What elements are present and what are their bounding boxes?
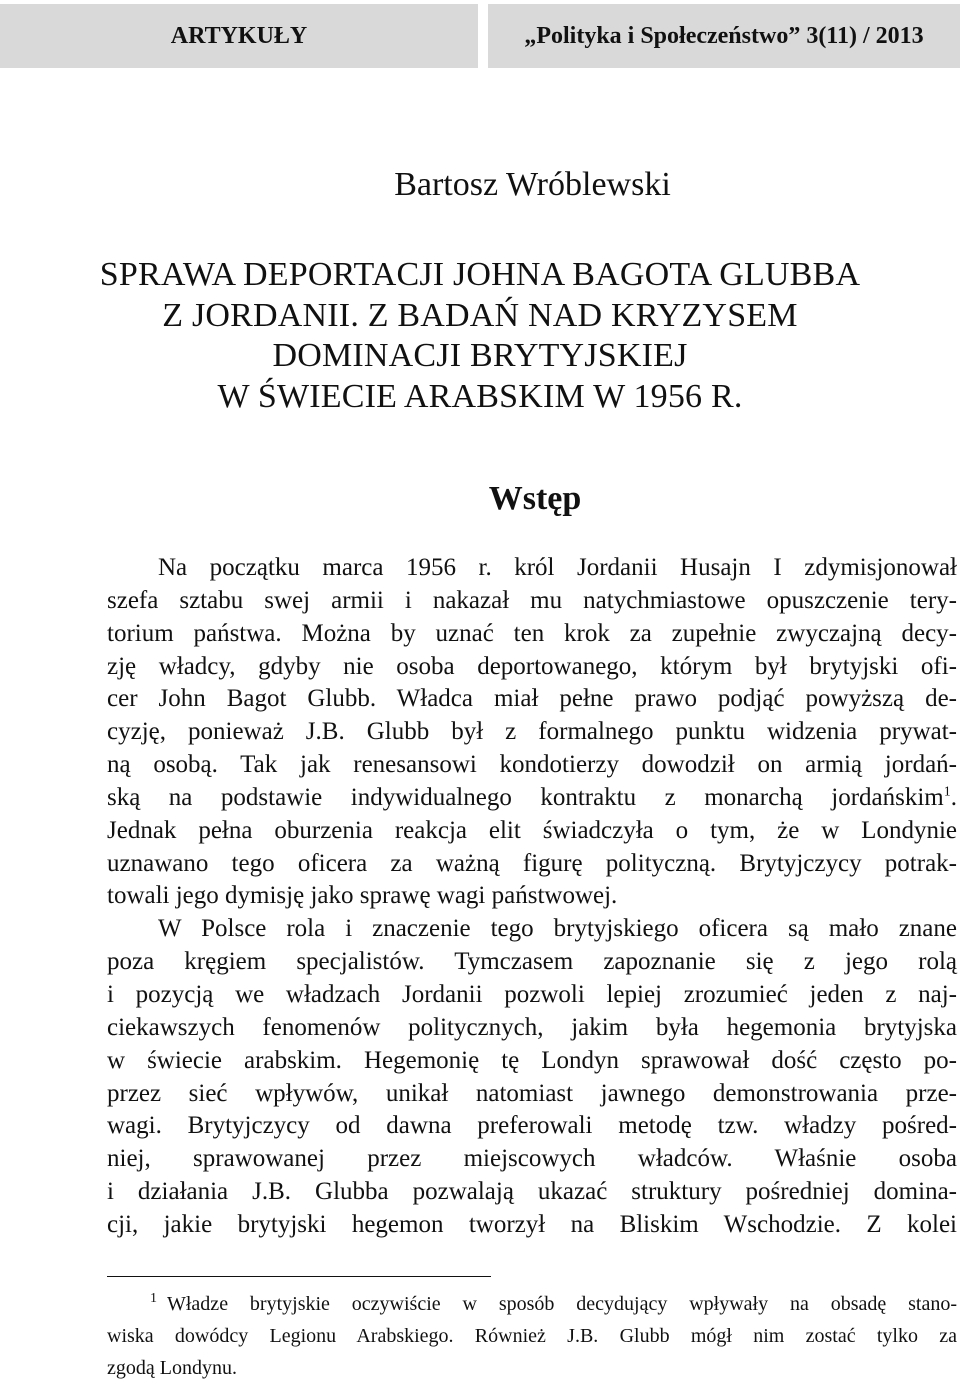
body-line	[107, 782, 957, 815]
body-line-text: ską na podstawie indywidualnego kontraktu z monarchą jordańskim	[107, 783, 944, 811]
header-section-label	[0, 4, 478, 68]
body-line: cji, jakie brytyjski hegemon tworzył na Bliskim Wschodzie. Z kolei	[107, 1210, 957, 1238]
body-line: w świecie arabskim. Hegemonię tę Londyn sprawował dość często po-	[107, 1046, 957, 1074]
footnote	[107, 1288, 957, 1384]
body-line: przez sieć wpływów, unikał natomiast jawnego demonstrowania prze-	[107, 1079, 957, 1107]
body-line: wagi. Brytyjczycy od dawna preferowali metodę tzw. władzy pośred-	[107, 1112, 957, 1140]
body-line: ną osobą. Tak jak renesansowi kondotierzy dowodził on armią jordań-	[107, 751, 957, 779]
body-line: W Polsce rola i znaczenie tego brytyjskiego oficera są mało znane	[158, 915, 957, 943]
footnote-separator	[107, 1276, 491, 1277]
body-line: cyzję, ponieważ J.B. Glubb był z formalnego punktu widzenia prywat-	[107, 718, 957, 746]
body-line: towali jego dymisję jako sprawę wagi państwowej.	[107, 882, 618, 910]
article-title	[0, 255, 960, 417]
body-line: i pozycją we władzach Jordanii pozwoli lepiej zrozumieć jeden z naj-	[107, 980, 957, 1008]
footnote-line: wiska dowódcy Legionu Arabskiego. Również J.B. Glubb mógł nim zostać tylko za	[107, 1325, 957, 1347]
body-line: niej, sprawowanej przez miejscowych władców. Właśnie osoba	[107, 1145, 957, 1173]
section-heading: Wstęp	[488, 480, 582, 517]
body-line: Na początku marca 1956 r. król Jordanii Husajn I zdymisjonował	[158, 554, 957, 581]
body-line: uznawano tego oficera za ważną figurę polityczną. Brytyjczycy potrak-	[107, 849, 957, 877]
footnote-line	[107, 1288, 957, 1320]
author-name: Bartosz Wróblewski	[394, 166, 671, 203]
footnote-text: Władze brytyjskie oczywiście w sposób decydujący wpływały na obsadę stano-	[167, 1293, 957, 1315]
body-line: ciekawszych fenomenów politycznych, jakim była hegemonia brytyjska	[107, 1013, 957, 1041]
body-line: cer John Bagot Glubb. Władca miał pełne prawo podjąć powyższą de-	[107, 685, 957, 713]
title-line: Z JORDANII. Z BADAŃ NAD KRYZYSEM	[162, 296, 798, 334]
title-line: DOMINACJI BRYTYJSKIEJ	[272, 337, 688, 374]
title-line: SPRAWA DEPORTACJI JOHNA BAGOTA GLUBBA	[99, 256, 861, 293]
body-line: torium państwa. Można by uznać ten krok za zupełnie zwyczajną decy-	[107, 619, 957, 647]
footnote-number: 1	[150, 1291, 157, 1307]
title-line: W ŚWIECIE ARABSKIM W 1956 R.	[217, 377, 743, 415]
journal-name-text: „Polityka i Społeczeństwo” 3(11) / 2013	[524, 22, 924, 49]
body-line: i działania J.B. Glubba pozwalają ukazać struktury pośredniej domina-	[107, 1178, 957, 1206]
body-line: poza kręgiem specjalistów. Tymczasem zapoznanie się z jego rolą	[107, 948, 957, 976]
body-line-end: .	[950, 783, 957, 811]
footnote-line: zgodą Londynu.	[107, 1357, 237, 1379]
header-journal	[488, 4, 960, 68]
section-label-text: ARTYKUŁY	[170, 22, 308, 49]
body-line: Jednak pełna oburzenia reakcja elit świadczyła o tym, że w Londynie	[107, 816, 957, 844]
body-text	[107, 552, 957, 1242]
body-line: zję władcy, gdyby nie osoba deportowanego, którym był brytyjski ofi-	[107, 652, 957, 680]
footnote-ref: 1	[943, 784, 951, 800]
body-line: szefa sztabu swej armii i nakazał mu natychmiastowe opuszczenie tery-	[107, 586, 957, 614]
